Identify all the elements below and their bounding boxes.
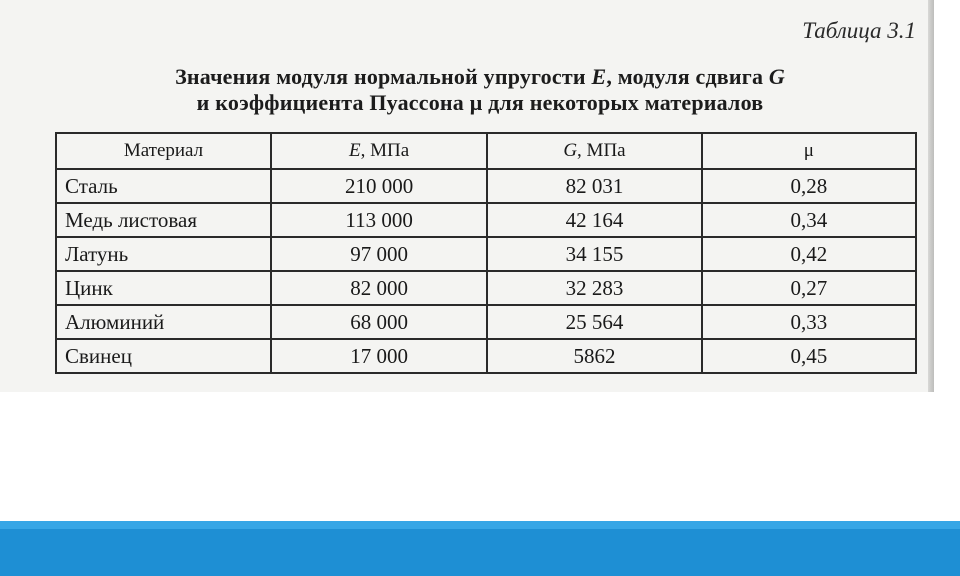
table-row — [56, 305, 916, 339]
cell-e: 68 000 — [271, 305, 487, 339]
cell-material: Медь листовая — [56, 203, 271, 237]
cell-material: Цинк — [56, 271, 271, 305]
materials-table — [55, 132, 917, 374]
title-text-2: , модуля сдвига — [606, 64, 769, 89]
title-symbol-e: E — [591, 64, 607, 89]
header-mu: μ — [702, 133, 916, 169]
table-row — [56, 203, 916, 237]
cell-e: 17 000 — [271, 339, 487, 373]
page-edge-shadow — [928, 0, 934, 392]
cell-material: Сталь — [56, 169, 271, 203]
header-g — [487, 133, 701, 169]
cell-e: 113 000 — [271, 203, 487, 237]
header-material: Материал — [56, 133, 271, 169]
title-symbol-g: G — [768, 64, 785, 89]
table-row — [56, 271, 916, 305]
header-e-unit: , МПа — [360, 140, 410, 161]
cell-e: 82 000 — [271, 271, 487, 305]
table-title-line-1 — [0, 64, 960, 90]
table-header-row — [56, 133, 916, 169]
cell-g: 82 031 — [487, 169, 701, 203]
table-row — [56, 169, 916, 203]
header-e — [271, 133, 487, 169]
cell-e: 210 000 — [271, 169, 487, 203]
cell-material: Латунь — [56, 237, 271, 271]
cell-material: Свинец — [56, 339, 271, 373]
header-g-unit: , МПа — [577, 140, 626, 161]
cell-mu: 0,42 — [702, 237, 916, 271]
cell-g: 32 283 — [487, 271, 701, 305]
header-g-symbol: G — [563, 140, 578, 161]
cell-e: 97 000 — [271, 237, 487, 271]
title-text-1: Значения модуля нормальной упругости — [175, 64, 592, 89]
cell-material: Алюминий — [56, 305, 271, 339]
cell-g: 5862 — [487, 339, 701, 373]
table-number: Таблица 3.1 — [802, 18, 916, 43]
cell-g: 34 155 — [487, 237, 701, 271]
cell-mu: 0,33 — [702, 305, 916, 339]
cell-mu: 0,34 — [702, 203, 916, 237]
bottom-accent-band — [0, 521, 960, 576]
table-title-line-2: и коэффициента Пуассона μ для некоторых материалов — [196, 90, 764, 115]
table-row — [56, 339, 916, 373]
cell-mu: 0,28 — [702, 169, 916, 203]
cell-g: 42 164 — [487, 203, 701, 237]
cell-g: 25 564 — [487, 305, 701, 339]
cell-mu: 0,27 — [702, 271, 916, 305]
bottom-band-highlight — [0, 521, 960, 529]
cell-mu: 0,45 — [702, 339, 916, 373]
table-row — [56, 237, 916, 271]
header-e-symbol: E — [349, 140, 361, 161]
